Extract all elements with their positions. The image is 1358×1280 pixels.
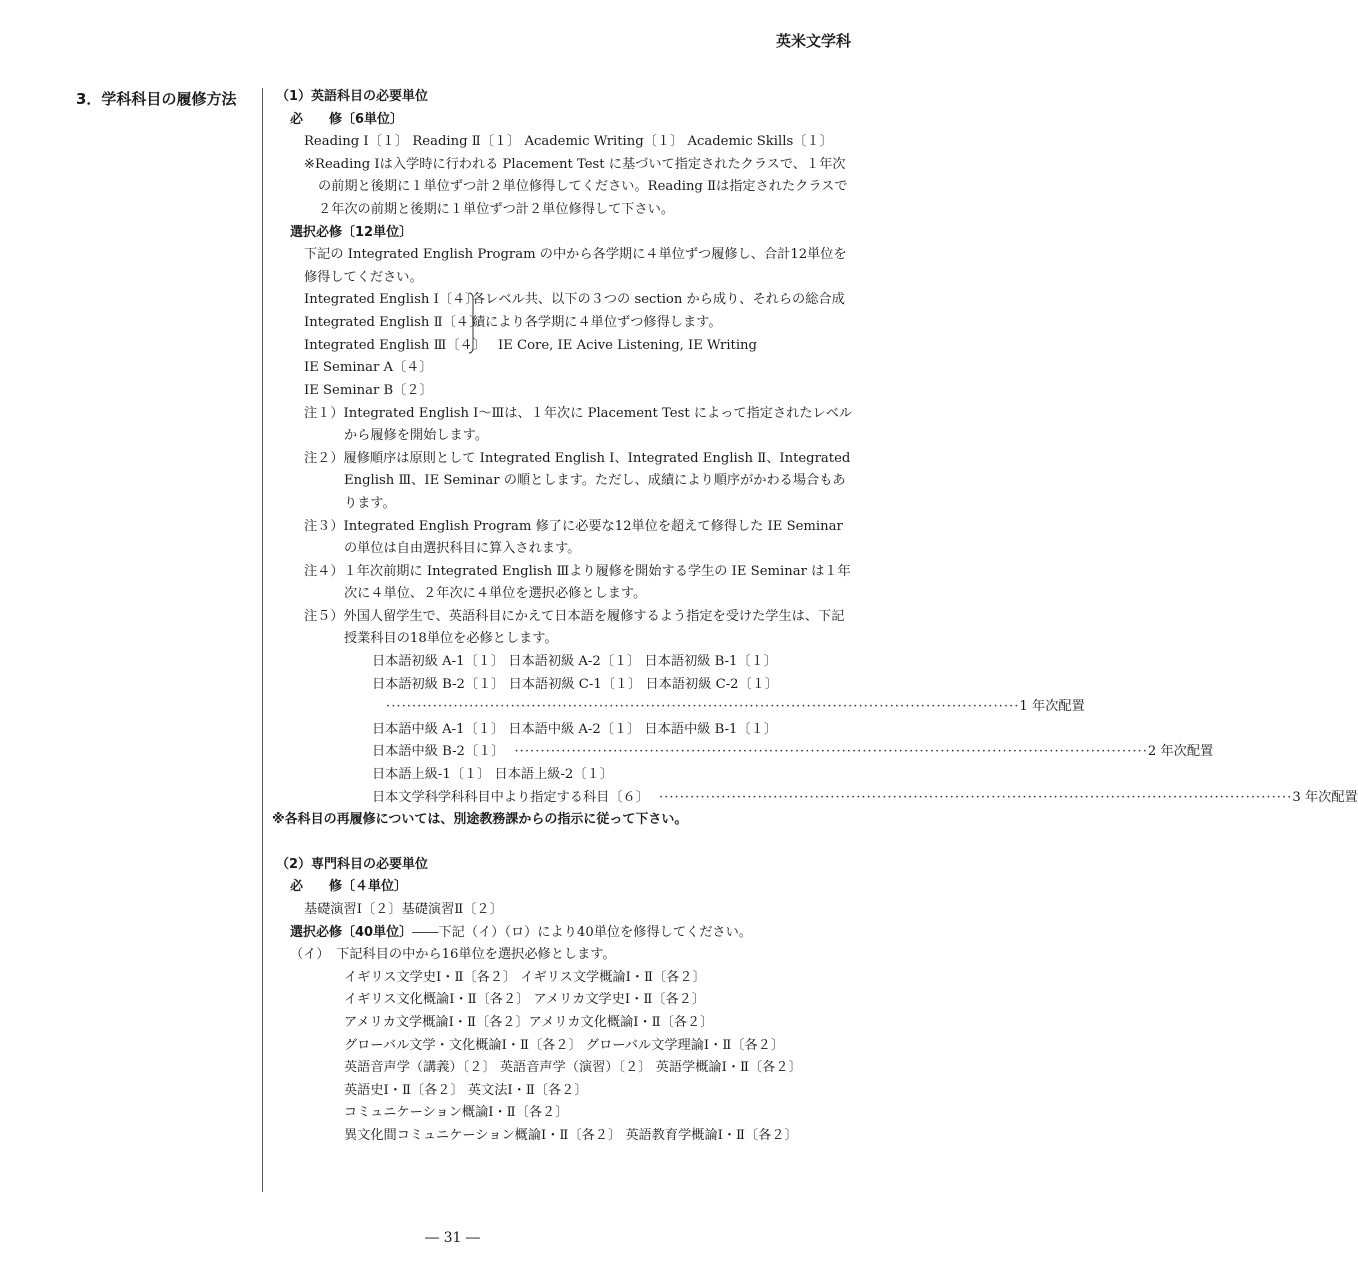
seminar-b: IE Seminar B〔２〕 bbox=[304, 382, 433, 398]
course-line: イギリス文学史Ⅰ・Ⅱ〔各２〕 イギリス文学概論Ⅰ・Ⅱ〔各２〕 bbox=[344, 969, 706, 985]
jp-year1-line bbox=[276, 696, 1085, 719]
ie3-course: Integrated English Ⅲ〔４〕 bbox=[304, 337, 486, 353]
part1-required-heading: 必 修〔6単位〕 bbox=[290, 111, 404, 127]
note-1: 注１）Integrated English Ⅰ〜Ⅲは、１年次に Placement Test によって指定されたレベルから履修を開始します。 bbox=[304, 405, 853, 444]
course-line: グローバル文学・文化概論Ⅰ・Ⅱ〔各２〕 グローバル文学理論Ⅰ・Ⅱ〔各２〕 bbox=[344, 1037, 785, 1053]
course-line: 異文化間コミュニケーション概論Ⅰ・Ⅱ〔各２〕 英語教育学概論Ⅰ・Ⅱ〔各２〕 bbox=[344, 1127, 798, 1143]
leader-dots: ·························································································································· bbox=[386, 699, 1020, 715]
part2-elective-heading: 選択必修〔40単位〕 bbox=[290, 924, 413, 940]
page-number: ― 31 ― bbox=[425, 1230, 480, 1246]
course-line: アメリカ文学概論Ⅰ・Ⅱ〔各２〕アメリカ文化概論Ⅰ・Ⅱ〔各２〕 bbox=[344, 1014, 714, 1030]
jp-course-line-2: 日本語初級 B-2〔１〕 日本語初級 C-1〔１〕 日本語初級 C-2〔１〕 bbox=[372, 676, 779, 692]
leader-dots: ·························································································································· bbox=[514, 744, 1148, 760]
leader-dots: ·························································································································· bbox=[658, 789, 1293, 805]
course-line: 英語音声学（講義）〔２〕 英語音声学（演習）〔２〕 英語学概論Ⅰ・Ⅱ〔各２〕 bbox=[344, 1060, 802, 1076]
jp-year1-label: 1 年次配置 bbox=[1019, 699, 1085, 715]
ie-group bbox=[276, 289, 856, 357]
part1-heading: （1）英語科目の必要単位 bbox=[276, 89, 429, 104]
note-5: 注５）外国人留学生で、英語科目にかえて日本語を履修するよう指定を受けた学生は、下記授業科目の18単位を必修とします。 bbox=[304, 608, 845, 647]
jp-year3-label: 3 年次配置 bbox=[1292, 789, 1358, 805]
note-3: 注３）Integrated English Program 修了に必要な12単位を超えて修得した IE Seminar の単位は自由選択科目に算入されます。 bbox=[304, 518, 843, 557]
course-line: コミュニケーション概論Ⅰ・Ⅱ〔各２〕 bbox=[344, 1105, 569, 1121]
part2-elective-line bbox=[276, 922, 856, 945]
part2-heading: （2）専門科目の必要単位 bbox=[276, 856, 429, 872]
part2-i-heading: （イ） 下記科目の中から16単位を選択必修とします。 bbox=[290, 947, 616, 963]
part2-elective-desc: ――下記（イ）（ロ）により40単位を修得してください。 bbox=[412, 924, 752, 940]
jp-course-line-6: 日本文学科学科科目中より指定する科目〔６〕 bbox=[372, 789, 649, 805]
part1-elective-heading: 選択必修〔12単位〕 bbox=[290, 224, 413, 240]
course-line: 英語史Ⅰ・Ⅱ〔各２〕 英文法Ⅰ・Ⅱ〔各２〕 bbox=[344, 1082, 588, 1098]
ie1-course: Integrated English Ⅰ〔４〕 bbox=[304, 292, 479, 308]
part1-required-courses: Reading Ⅰ〔１〕 Reading Ⅱ〔１〕 Academic Writing〔１〕 Academic Skills〔１〕 bbox=[304, 134, 833, 150]
ie-sections: IE Core, IE Acive Listening, IE Writing bbox=[498, 337, 757, 353]
course-line: イギリス文化概論Ⅰ・Ⅱ〔各２〕 アメリカ文学史Ⅰ・Ⅱ〔各２〕 bbox=[344, 992, 706, 1008]
retake-note: ※各科目の再履修については、別途教務課からの指示に従って下さい。 bbox=[272, 812, 688, 828]
jp-course-line-5: 日本語上級-1〔１〕 日本語上級-2〔１〕 bbox=[372, 767, 613, 783]
jp-year3-line bbox=[276, 787, 1358, 810]
ie2-course: Integrated English Ⅱ〔４〕 bbox=[304, 314, 483, 330]
reading-note: ※Reading Ⅰは入学時に行われる Placement Test に基づいて指定されたクラスで、１年次の前期と後期に１単位ずつ計２単位修得してください。Reading Ⅱは指定されたクラスで２年次の前期と後期に１単位ずつ計２単位修得して下さい。 bbox=[304, 156, 848, 217]
section-title: 3．学科科目の履修方法 bbox=[76, 90, 237, 108]
jp-course-line-3: 日本語中級 A-1〔１〕 日本語中級 A-2〔１〕 日本語中級 B-1〔１〕 bbox=[372, 721, 777, 737]
part1-elective-desc: 下記の Integrated English Program の中から各学期に４単位ずつ履修し、合計12単位を修得してください。 bbox=[304, 247, 847, 285]
jp-year2-line bbox=[276, 741, 1214, 764]
note-2: 注２）履修順序は原則として Integrated English Ⅰ、Integrated English Ⅱ、Integrated English Ⅲ、IE Seminar の順とします。ただし、成績により順序がかわる場合もあります。 bbox=[304, 450, 851, 511]
seminar-a: IE Seminar A〔４〕 bbox=[304, 360, 433, 376]
jp-year2-label: 2 年次配置 bbox=[1147, 744, 1214, 760]
main-content bbox=[272, 86, 1358, 1148]
part2-required-courses: 基礎演習Ⅰ〔２〕基礎演習Ⅱ〔２〕 bbox=[304, 902, 503, 917]
ie-desc: 各レベル共、以下の３つの section から成り、それらの総合成績により各学期に４単位ずつ修得します。 bbox=[472, 292, 845, 330]
part2-required-heading: 必 修〔４単位〕 bbox=[290, 879, 408, 895]
note-4: 注４）１年次前期に Integrated English Ⅲより履修を開始する学生の IE Seminar は１年次に４単位、２年次に４単位を選択必修とします。 bbox=[304, 563, 851, 602]
jp-course-line-4: 日本語中級 B-2〔１〕 bbox=[372, 744, 505, 760]
column-divider bbox=[262, 88, 263, 1192]
department-label: 英米文学科 bbox=[775, 32, 851, 50]
jp-course-line-1: 日本語初級 A-1〔１〕 日本語初級 A-2〔１〕 日本語初級 B-1〔１〕 bbox=[372, 654, 777, 670]
